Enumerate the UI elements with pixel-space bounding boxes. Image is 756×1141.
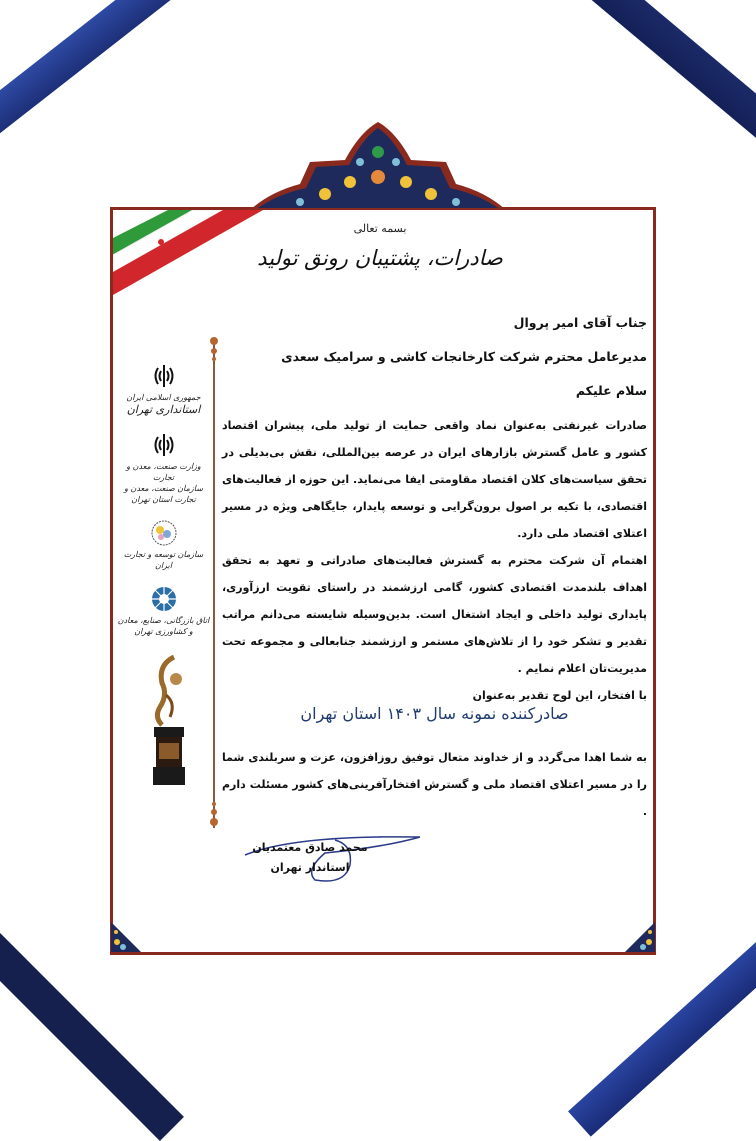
iran-emblem-icon	[150, 431, 178, 459]
closing-paragraph: به شما اهدا می‌گردد و از خداوند متعال توفیق روزافزون، عزت و سربلندی شما را در مسیر اعتلای اقتصاد ملی و گسترش افتخارآفرینی‌های کشور مسئلت دارم .	[222, 751, 647, 818]
recipient-name: جناب آقای امیر پروال	[513, 315, 647, 330]
tpo-logo-icon	[150, 519, 178, 547]
motto-heading: صادرات، پشتیبان رونق تولید	[257, 246, 503, 270]
chamber-logo-icon	[150, 585, 178, 613]
tile-crown-ornament-icon	[250, 122, 506, 210]
paragraph-2: اهتمام آن شرکت محترم به گسترش فعالیت‌های صادراتی و تعهد به تحقق اهداف بلندمدت اقتصادی کشور، گامی ارزشمند در راستای تقویت ارزآوری، پایداری تولید داخلی و ایجاد اشتغال است. بدین‌وسیله شایسته می‌دانم مراتب تقدیر و تشکر خود را از تلاش‌های مستمر و ارزشمند جنابعالی و مجموعه تحت مدیریت‌تان اعلام نمایم .	[222, 554, 647, 675]
ribbon-bottom-left	[0, 933, 184, 1141]
ribbon-top-left	[0, 0, 183, 150]
signature-block	[235, 838, 385, 878]
logo-line: اتاق بازرگانی، صنایع، معادن و کشاورزی تهران	[117, 616, 210, 636]
logo-ostandari-tehran	[116, 362, 211, 417]
logo-line: جمهوری اسلامی ایران	[126, 393, 201, 402]
logo-tpo	[116, 519, 211, 571]
divider-ornament-top-icon	[206, 335, 222, 363]
logo-ministry-industry	[116, 431, 211, 505]
logo-tehran-chamber	[116, 585, 211, 637]
award-intro: با افتخار، این لوح تقدیر به‌عنوان	[472, 689, 647, 702]
logo-line: سازمان صنعت، معدن و تجارت استان تهران	[124, 484, 203, 504]
paragraph-1: صادرات غیرنفتی به‌عنوان نماد واقعی حمایت از تولید ملی، پیشران اقتصاد کشور و عامل گسترش بازارهای ایران در عرصه بین‌المللی، نقش بی‌بدیلی در تحقق سیاست‌های کلان اقتصاد مقاومتی ایفا می‌نماید. این حوزه از فعالیت‌های اقتصادی، با تکیه بر اصول برون‌گرایی و توسعه پایدار، جایگاهی ویژه در مسیر اعتلای اقتصاد ملی دارد.	[222, 419, 647, 540]
ribbon-bottom-right	[568, 937, 756, 1136]
award-title: صادرکننده نمونه سال ۱۴۰۳ استان تهران	[300, 704, 569, 723]
basmala-heading: بسمه تعالی	[353, 222, 407, 235]
signer-name: محمد صادق معتمدیان	[252, 841, 368, 854]
corner-ornament-bottom-right-icon	[625, 922, 655, 952]
logo-line: سازمان توسعه و تجارت ایران	[123, 550, 204, 570]
logo-line: وزارت صنعت، معدن و تجارت	[126, 462, 201, 482]
ribbon-top-right	[575, 0, 756, 154]
corner-ornament-bottom-left-icon	[111, 922, 141, 952]
sidebar-divider	[213, 338, 215, 828]
trophy-icon	[148, 655, 190, 790]
sidebar-logos	[116, 362, 211, 651]
logo-line: استانداری تهران	[126, 403, 201, 416]
divider-ornament-bottom-icon	[206, 800, 222, 828]
greeting: سلام علیکم	[575, 383, 647, 398]
recipient-title: مدیرعامل محترم شرکت کارخانجات کاشی و سرامیک سعدی	[281, 349, 647, 364]
certificate-body	[222, 310, 647, 709]
signer-title: استاندار تهران	[270, 861, 350, 874]
iran-emblem-icon	[150, 362, 178, 390]
